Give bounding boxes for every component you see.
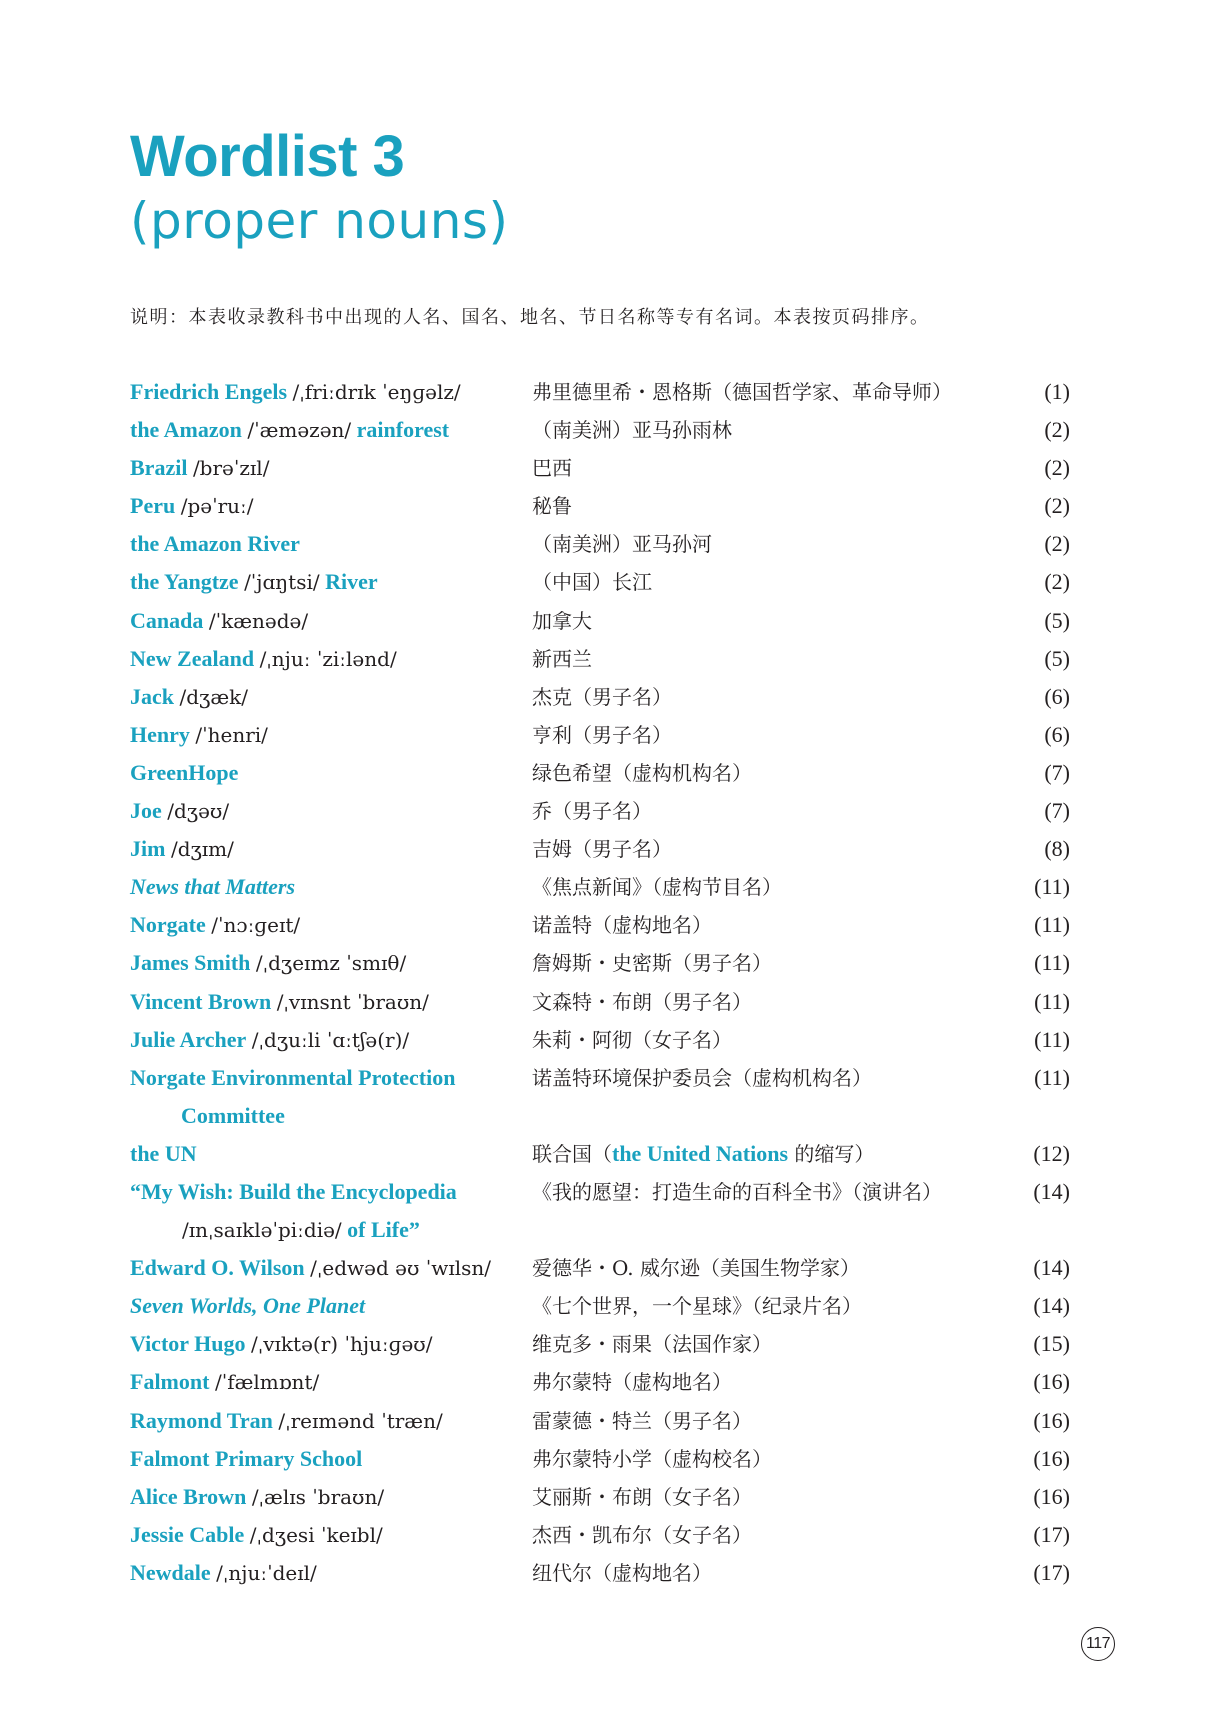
pronunciation: /ˌdʒuːli ˈɑːtʃə(r)/: [251, 1027, 410, 1052]
list-item: [130, 1440, 1070, 1478]
page-ref: (7): [1044, 759, 1070, 785]
term-word: Canada: [130, 607, 204, 633]
entry-meaning: 秘鲁: [532, 494, 572, 519]
list-item: [130, 640, 1070, 678]
term-word: Falmont: [130, 1369, 210, 1395]
entry-term: [130, 983, 429, 1021]
entry-term: [130, 449, 269, 487]
page-ref: (12): [1033, 1140, 1070, 1166]
entry-meaning: （南美洲）亚马孙雨林: [532, 418, 732, 443]
entry-term: [130, 1059, 456, 1128]
page-ref: (16): [1033, 1483, 1070, 1509]
page-ref: (11): [1034, 1026, 1070, 1052]
pronunciation: /ɪnˌsaɪkləˈpiːdiə/: [182, 1217, 342, 1242]
entry-term: [130, 716, 268, 754]
list-item: [130, 1021, 1070, 1059]
term-word: Brazil: [130, 455, 188, 481]
page-ref: (2): [1044, 455, 1070, 481]
entry-meaning: 《焦点新闻》（虚构节目名）: [532, 875, 782, 900]
entry-meaning: 《我的愿望：打造生命的百科全书》（演讲名）: [532, 1179, 942, 1204]
entry-meaning: 弗里德里希・恩格斯（德国哲学家、革命导师）: [532, 380, 952, 404]
entry-term: [130, 678, 248, 716]
term-word: the Amazon: [130, 417, 242, 443]
pronunciation: /ˌdʒesi ˈkeɪbl/: [249, 1522, 383, 1547]
page-ref: (11): [1034, 1064, 1070, 1090]
term-word: Jessie Cable: [130, 1521, 245, 1547]
pronunciation: /ˌnjuːˈdeɪl/: [216, 1560, 317, 1585]
list-item: [130, 1554, 1070, 1592]
list-item: [130, 1135, 1070, 1173]
list-item: [130, 1325, 1070, 1363]
pronunciation: /ˈfælmɒnt/: [214, 1370, 320, 1395]
wordlist-title: Wordlist 3: [130, 124, 405, 189]
entry-term: [130, 1135, 197, 1173]
pronunciation: /ˈjɑŋtsi/: [244, 570, 320, 595]
term-word: the Amazon River: [130, 531, 300, 557]
term-word-tail: River: [325, 569, 378, 595]
list-item: [130, 983, 1070, 1021]
term-word: Alice Brown: [130, 1483, 247, 1509]
list-item: [130, 525, 1070, 563]
list-item: [130, 1249, 1070, 1287]
pronunciation: /ˌedwəd əʊ ˈwɪlsn/: [310, 1256, 492, 1281]
page-ref: (17): [1033, 1521, 1070, 1547]
term-word: the Yangtze: [130, 569, 239, 595]
list-item: [130, 944, 1070, 982]
entry-term: [130, 1440, 362, 1478]
pronunciation: /dʒəʊ/: [167, 799, 230, 824]
page-ref: (14): [1033, 1293, 1070, 1319]
entry-term: [130, 1249, 491, 1287]
page-ref: (11): [1034, 912, 1070, 938]
term-word: Vincent Brown: [130, 988, 272, 1014]
term-word: Jack: [130, 683, 174, 709]
page-ref: (17): [1033, 1559, 1070, 1585]
entry-term: [130, 868, 295, 906]
pronunciation: /ˌælɪs ˈbraʊn/: [251, 1484, 385, 1509]
pronunciation: /ˌnjuː ˈziːlənd/: [259, 646, 397, 671]
page-ref: (16): [1033, 1445, 1070, 1471]
page-ref: (16): [1033, 1369, 1070, 1395]
page-ref: (14): [1033, 1255, 1070, 1281]
term-word: the UN: [130, 1140, 197, 1166]
page-ref: (2): [1044, 493, 1070, 519]
term-word: Falmont Primary School: [130, 1445, 363, 1471]
entry-term: [130, 1478, 384, 1516]
pronunciation: /ˌvɪnsnt ˈbraʊn/: [276, 989, 429, 1014]
list-item: [130, 411, 1070, 449]
list-item: [130, 906, 1070, 944]
entry-term: [130, 1325, 432, 1363]
entry-meaning: 亨利（男子名）: [532, 722, 672, 747]
term-word: Raymond Tran: [130, 1407, 273, 1433]
page-ref: (11): [1034, 988, 1070, 1014]
page-ref: (5): [1044, 645, 1070, 671]
entry-term: [130, 1287, 365, 1325]
list-item: [130, 830, 1070, 868]
pronunciation: /ˌfriːdrɪk ˈeŋɡəlz/: [292, 380, 461, 404]
meaning-text: 联合国（: [532, 1141, 612, 1166]
pronunciation: /ˈkænədə/: [208, 608, 309, 633]
list-item: [130, 563, 1070, 601]
explanatory-note: 说明：本表收录教科书中出现的人名、国名、地名、节日名称等专有名词。本表按页码排序。: [130, 307, 930, 328]
entry-term: [130, 1402, 443, 1440]
term-word: Newdale: [130, 1559, 211, 1585]
page-ref: (8): [1044, 836, 1070, 862]
entry-term: [130, 906, 300, 944]
entry-meaning: 吉姆（男子名）: [532, 837, 672, 862]
term-word: New Zealand: [130, 645, 255, 671]
pronunciation: /ˌvɪktə(r) ˈhjuːɡəʊ/: [251, 1332, 433, 1357]
page-number: 117: [1081, 1627, 1115, 1661]
entry-meaning: 杰克（男子名）: [532, 684, 672, 709]
pronunciation: /ˌdʒeɪmz ˈsmɪθ/: [255, 951, 407, 976]
entry-meaning: 弗尔蒙特小学（虚构校名）: [532, 1446, 772, 1471]
list-item: [130, 487, 1070, 525]
proper-noun-list: [130, 373, 1070, 1592]
pronunciation: /brəˈzɪl/: [192, 456, 270, 481]
page-ref: (11): [1034, 950, 1070, 976]
term-word-tail: of Life”: [347, 1216, 420, 1242]
term-word-continued: Committee: [181, 1102, 285, 1128]
entry-meaning: 《七个世界，一个星球》（纪录片名）: [532, 1294, 862, 1319]
term-word: Seven Worlds, One Planet: [130, 1293, 366, 1319]
entry-term: [130, 1516, 383, 1554]
term-word: Norgate: [130, 912, 206, 938]
entry-meaning: （南美洲）亚马孙河: [532, 532, 712, 557]
pronunciation: /ˌreɪmənd ˈtræn/: [278, 1408, 443, 1433]
entry-meaning: 乔（男子名）: [532, 799, 652, 824]
entry-term: [130, 754, 238, 792]
entry-term: [130, 830, 234, 868]
page-ref: (5): [1044, 607, 1070, 633]
list-item: [130, 1059, 1070, 1135]
term-word: Joe: [130, 798, 162, 824]
entry-term: [130, 1021, 409, 1059]
entry-meaning: 爱德华・O. 威尔逊（美国生物学家）: [532, 1256, 860, 1281]
entry-meaning: 绿色希望（虚构机构名）: [532, 760, 752, 785]
term-word: James Smith: [130, 950, 251, 976]
entry-term: [130, 1173, 457, 1242]
page-ref: (14): [1033, 1178, 1070, 1204]
entry-term: [130, 1554, 317, 1592]
entry-meaning: 纽代尔（虚构地名）: [532, 1560, 712, 1585]
list-item: [130, 1173, 1070, 1249]
entry-term: [130, 525, 300, 563]
list-item: [130, 868, 1070, 906]
entry-term: [130, 373, 461, 411]
entry-meaning: 维克多・雨果（法国作家）: [532, 1332, 772, 1357]
list-item: [130, 1478, 1070, 1516]
entry-meaning: 文森特・布朗（男子名）: [532, 989, 752, 1014]
meaning-keyword: the United Nations: [612, 1140, 789, 1166]
list-item: [130, 449, 1070, 487]
entry-term: [130, 563, 378, 601]
term-word: Jim: [130, 836, 166, 862]
entry-meaning: 朱莉・阿彻（女子名）: [532, 1027, 732, 1052]
entry-term: [130, 602, 308, 640]
entry-meaning: [532, 1135, 874, 1173]
entry-meaning: 雷蒙德・特兰（男子名）: [532, 1408, 752, 1433]
entry-meaning: 詹姆斯・史密斯（男子名）: [532, 951, 772, 976]
pronunciation: /ˈæməzən/: [247, 418, 352, 443]
entry-meaning: 巴西: [532, 456, 572, 481]
page-ref: (2): [1044, 531, 1070, 557]
term-word-tail: rainforest: [356, 417, 450, 443]
pronunciation: /dʒæk/: [179, 684, 248, 709]
page-ref: (2): [1044, 417, 1070, 443]
term-word: Friedrich Engels: [130, 379, 288, 404]
term-word: Victor Hugo: [130, 1331, 246, 1357]
page-ref: (6): [1044, 683, 1070, 709]
list-item: [130, 716, 1070, 754]
entry-term: [130, 944, 406, 982]
entry-meaning: 艾丽斯・布朗（女子名）: [532, 1484, 752, 1509]
entry-meaning: 杰西・凯布尔（女子名）: [532, 1522, 752, 1547]
entry-meaning: 诺盖特（虚构地名）: [532, 913, 712, 938]
page-ref: (7): [1044, 798, 1070, 824]
term-word: “My Wish: Build the Encyclopedia: [130, 1178, 457, 1204]
meaning-text: 的缩写）: [788, 1141, 875, 1166]
list-item: [130, 1287, 1070, 1325]
entry-meaning: 诺盖特环境保护委员会（虚构机构名）: [532, 1065, 872, 1090]
page-ref: (15): [1033, 1331, 1070, 1357]
term-word: Edward O. Wilson: [130, 1255, 305, 1281]
list-item: [130, 1516, 1070, 1554]
entry-meaning: （中国）长江: [532, 570, 652, 595]
term-word: GreenHope: [130, 759, 239, 785]
list-item: [130, 1402, 1070, 1440]
entry-meaning: 弗尔蒙特（虚构地名）: [532, 1370, 732, 1395]
entry-term: [130, 792, 229, 830]
list-item: [130, 754, 1070, 792]
page-ref: (1): [1044, 379, 1070, 404]
list-item: [130, 602, 1070, 640]
pronunciation: /ˈhenri/: [195, 722, 268, 747]
pronunciation: /pəˈruː/: [180, 494, 254, 519]
entry-meaning: 加拿大: [532, 608, 592, 633]
page-ref: (16): [1033, 1407, 1070, 1433]
page-ref: (6): [1044, 721, 1070, 747]
entry-meaning: 新西兰: [532, 646, 592, 671]
term-word: News that Matters: [130, 874, 296, 900]
term-word: Peru: [130, 493, 176, 519]
page-ref: (2): [1044, 569, 1070, 595]
entry-term: [130, 411, 449, 449]
wordlist-subtitle: (proper nouns): [130, 192, 509, 250]
list-item: [130, 373, 1070, 411]
term-word: Henry: [130, 721, 190, 747]
pronunciation: /ˈnɔːɡeɪt/: [211, 913, 301, 938]
page-ref: (11): [1034, 874, 1070, 900]
term-word: Julie Archer: [130, 1026, 247, 1052]
term-word: Norgate Environmental Protection: [130, 1064, 456, 1090]
term-continued: [182, 1211, 420, 1249]
list-item: [130, 678, 1070, 716]
list-item: [130, 792, 1070, 830]
pronunciation: /dʒɪm/: [170, 837, 234, 862]
entry-term: [130, 1363, 319, 1401]
list-item: [130, 1363, 1070, 1401]
entry-term: [130, 487, 254, 525]
entry-term: [130, 640, 397, 678]
